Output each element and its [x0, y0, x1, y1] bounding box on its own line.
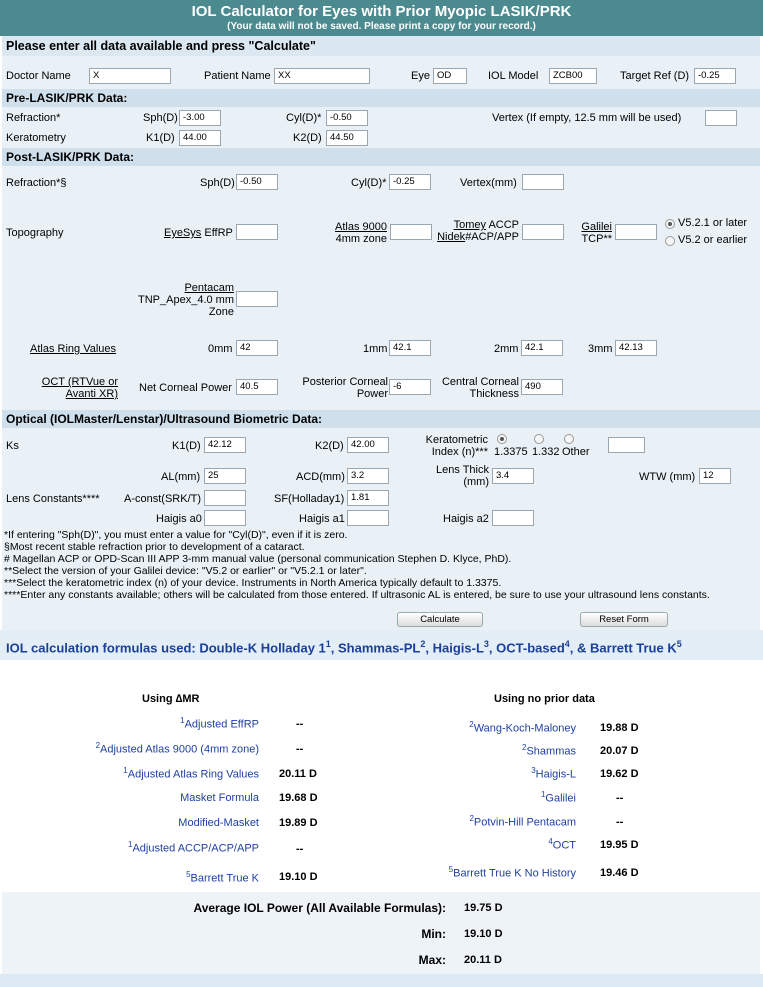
topography-label: Topography — [6, 227, 64, 239]
central-corneal-thickness-label — [436, 376, 519, 400]
wtw-label: WTW (mm) — [639, 471, 696, 483]
keratometry-label: Keratometry — [6, 132, 66, 144]
doctor-name-field[interactable]: X — [89, 68, 171, 84]
result-value: -- — [296, 843, 304, 855]
posterior-corneal-power-field[interactable]: -6 — [389, 379, 431, 395]
pre-cyl-field[interactable]: -0.50 — [326, 110, 368, 126]
pentacam-tnp-label: TNP_Apex_4.0 mm — [138, 294, 234, 306]
biometric-header: Optical (IOLMaster/Lenstar)/Ultrasound Biometric Data: — [2, 410, 760, 428]
result-value: 19.89 D — [279, 817, 318, 829]
target-ref-label: Target Ref (D) — [620, 70, 690, 82]
ki-1332-radio[interactable] — [534, 434, 544, 444]
galilei-v521-radio[interactable] — [665, 219, 675, 229]
galilei-tcp-field[interactable] — [615, 224, 657, 240]
eyesys-link[interactable]: EyeSys — [164, 227, 202, 239]
bio-k1-field[interactable]: 42.12 — [204, 437, 246, 453]
atlas-ring-values-link[interactable]: Atlas Ring Values — [30, 343, 117, 355]
max-value: 20.11 D — [464, 954, 502, 966]
result-name: $^5$Barrett True K — [186, 870, 259, 885]
result-value: -- — [616, 816, 624, 828]
ref-1: 1 — [325, 639, 331, 649]
pre-refraction-label: Refraction* — [6, 112, 61, 124]
pentacam-zone-label: Zone — [208, 306, 234, 318]
tomey-link[interactable]: Tomey — [453, 219, 486, 231]
result-value: -- — [296, 718, 304, 730]
result-name: $^2$Potvin-Hill Pentacam — [469, 814, 576, 829]
pcp-line2: Power — [356, 388, 388, 400]
result-value: 19.88 D — [600, 722, 639, 734]
net-corneal-power-label: Net Corneal Power — [139, 382, 232, 394]
reset-form-button[interactable]: Reset Form — [580, 612, 668, 627]
cct-line1: Central Corneal — [441, 376, 519, 388]
iol-model-field[interactable]: ZCB00 — [549, 68, 597, 84]
tcp-label: TCP** — [581, 233, 612, 245]
using-no-prior-header: Using no prior data — [494, 693, 595, 705]
max-label: Max: — [418, 953, 446, 967]
post-lasik-header: Post-LASIK/PRK Data: — [2, 148, 760, 166]
formulas-text: IOL calculation formulas used: Double-K Holladay 1 — [6, 640, 326, 656]
ki-other-field[interactable] — [608, 437, 645, 453]
ring-3mm-field[interactable]: 42.13 — [615, 340, 657, 356]
ring-0mm-label: 0mm — [208, 343, 233, 355]
note-line: ****Enter any constants available; others will be calculated from those entered. If ultrasonic AL is entered, be sure to use your ultrasound lens constants. — [4, 589, 710, 601]
pre-lasik-header: Pre-LASIK/PRK Data: — [2, 89, 760, 107]
haigis-a1-label: Haigis a1 — [299, 513, 345, 525]
lens-thick-label — [426, 464, 489, 488]
average-value: 19.75 D — [464, 902, 503, 914]
galilei-v521-label: V5.2.1 or later — [678, 217, 748, 229]
ref-5: 5 — [676, 639, 682, 649]
patient-label: Patient Name — [204, 70, 271, 82]
result-name: $^2$Adjusted Atlas 9000 (4mm zone) — [95, 741, 259, 756]
result-name: $^1$Galilei — [540, 790, 576, 805]
result-name: $^2$Wang-Koch-Maloney — [469, 720, 576, 735]
atlas-9000-field[interactable] — [390, 224, 432, 240]
haigis-a2-field[interactable] — [492, 510, 534, 526]
lens-thick-field[interactable]: 3.4 — [492, 468, 534, 484]
target-ref-field[interactable]: -0.25 — [694, 68, 736, 84]
galilei-v52-radio[interactable] — [665, 236, 675, 246]
pre-k1-label: K1(D) — [146, 132, 175, 144]
results-panel — [2, 660, 760, 892]
ks-label: Ks — [6, 440, 19, 452]
acp-app-label: #ACP/APP — [465, 231, 519, 243]
pre-cyl-label: Cyl(D)* — [286, 112, 322, 124]
pre-sph-label: Sph(D) — [143, 112, 178, 124]
aconst-field[interactable] — [204, 490, 246, 506]
result-value: 19.10 D — [279, 871, 318, 883]
ki-1332-label: 1.332 — [532, 446, 560, 458]
ki-other-radio[interactable] — [564, 434, 574, 444]
result-value: 20.07 D — [600, 745, 639, 757]
bio-k2-label: K2(D) — [315, 440, 344, 452]
ref-4: 4 — [564, 639, 570, 649]
result-value: 20.11 D — [279, 768, 317, 780]
min-label: Min: — [421, 927, 446, 941]
galilei-v52-label: V5.2 or earlier — [678, 234, 748, 246]
result-value: 19.62 D — [600, 768, 639, 780]
post-sph-field[interactable]: -0.50 — [236, 174, 278, 190]
haigis-a0-label: Haigis a0 — [156, 513, 202, 525]
post-sph-label: Sph(D) — [200, 177, 235, 189]
pre-k2-field[interactable]: 44.50 — [326, 130, 368, 146]
formulas-used — [0, 630, 763, 660]
post-vertex-field[interactable] — [522, 174, 564, 190]
ring-3mm-label: 3mm — [588, 343, 613, 355]
pcp-line1: Posterior Corneal — [302, 376, 388, 388]
result-name: $^5$Barrett True K No History — [448, 865, 576, 880]
page-subtitle: (Your data will not be saved. Please print a copy for your record.) — [227, 21, 536, 32]
page-header — [0, 0, 763, 36]
note-line: *If entering "Sph(D)", you must enter a value for "Cyl(D)", even if it is zero. — [4, 529, 348, 541]
acd-field[interactable]: 3.2 — [347, 468, 389, 484]
ring-1mm-field[interactable]: 42.1 — [389, 340, 431, 356]
ring-2mm-field[interactable]: 42.1 — [521, 340, 563, 356]
min-value: 19.10 D — [464, 928, 503, 940]
oct-link[interactable] — [30, 376, 118, 400]
doctor-label: Doctor Name — [6, 70, 71, 82]
posterior-corneal-power-label — [296, 376, 388, 400]
aconst-label: A-const(SRK/T) — [124, 493, 202, 505]
formulas-text: , Shammas-PL — [330, 640, 421, 656]
result-value: -- — [616, 792, 624, 804]
pre-sph-field[interactable]: -3.00 — [179, 110, 221, 126]
page-title: IOL Calculator for Eyes with Prior Myopic LASIK/PRK — [191, 3, 572, 20]
pentacam-group — [128, 282, 234, 318]
calculate-button[interactable]: Calculate — [397, 612, 483, 627]
ref-3: 3 — [483, 639, 489, 649]
result-name: Masket Formula — [180, 792, 259, 804]
atlas-group — [330, 221, 387, 245]
pentacam-link[interactable]: Pentacam — [184, 282, 234, 294]
ref-2: 2 — [420, 639, 426, 649]
galilei-link[interactable]: Galilei — [581, 221, 612, 233]
result-value: 19.46 D — [600, 867, 639, 879]
eyesys-label: EffRP — [204, 227, 233, 239]
formulas-text: , Haigis-L — [425, 640, 484, 656]
result-name: $^1$Adjusted EffRP — [180, 716, 259, 731]
formulas-text: , OCT-based — [488, 640, 565, 656]
bio-k1-label: K1(D) — [172, 440, 201, 452]
al-label: AL(mm) — [161, 471, 201, 483]
pre-k2-label: K2(D) — [293, 132, 322, 144]
result-value: 19.95 D — [600, 839, 639, 851]
intro-instruction: Please enter all data available and press "Calculate" — [2, 36, 760, 56]
note-line: ***Select the keratometric index (n) of your device. Instruments in North America typically default to 1.3375. — [4, 577, 502, 589]
post-cyl-label: Cyl(D)* — [351, 177, 387, 189]
lens-constants-label: Lens Constants**** — [6, 493, 100, 505]
eyesys-group — [164, 227, 233, 239]
ki-line1: Keratometric — [425, 434, 488, 446]
atlas-4mm-label: 4mm zone — [335, 233, 387, 245]
ki-line2: Index (n)*** — [431, 446, 488, 458]
pre-vertex-label: Vertex (If empty, 12.5 mm will be used) — [492, 112, 682, 124]
pre-vertex-field[interactable] — [705, 110, 737, 126]
al-field[interactable]: 25 — [204, 468, 246, 484]
note-line: **Select the version of your Galilei device: "V5.2 or earlier" or "V5.2.1 or later". — [4, 565, 367, 577]
bottom-strip — [0, 974, 763, 987]
bio-k2-field[interactable]: 42.00 — [347, 437, 389, 453]
ki-13375-label: 1.3375 — [494, 446, 528, 458]
formulas-text: , & Barrett True K — [569, 640, 677, 656]
result-name: $^2$Shammas — [522, 743, 576, 758]
haigis-a1-field[interactable] — [347, 510, 389, 526]
central-corneal-thickness-field[interactable]: 490 — [521, 379, 563, 395]
atlas-9000-link[interactable]: Atlas 9000 — [335, 221, 387, 233]
lt-line1: Lens Thick — [436, 464, 489, 476]
result-value: -- — [296, 743, 304, 755]
post-refraction-label: Refraction*§ — [6, 177, 67, 189]
result-name: $^1$Adjusted Atlas Ring Values — [123, 766, 259, 781]
sf-field[interactable]: 1.81 — [347, 490, 389, 506]
lt-line2: (mm) — [463, 476, 489, 488]
oct-link-line1[interactable]: OCT (RTVue or — [41, 376, 118, 388]
pre-k1-field[interactable]: 44.00 — [179, 130, 221, 146]
using-dmr-header: Using ∆MR — [142, 693, 200, 705]
accp-field[interactable] — [522, 224, 564, 240]
result-name: Modified-Masket — [178, 817, 259, 829]
eyesys-field[interactable] — [236, 224, 278, 240]
result-name: $^1$Adjusted ACCP/ACP/APP — [127, 840, 259, 855]
post-vertex-label: Vertex(mm) — [460, 177, 517, 189]
wtw-field[interactable]: 12 — [699, 468, 731, 484]
iol-model-label: IOL Model — [488, 70, 539, 82]
galilei-group — [572, 221, 612, 245]
cct-line2: Thickness — [469, 388, 519, 400]
note-line: §Most recent stable refraction prior to development of a cataract. — [4, 541, 305, 553]
net-corneal-power-field[interactable]: 40.5 — [236, 379, 278, 395]
accp-label: ACCP — [488, 219, 519, 231]
result-name: $^3$Haigis-L — [531, 766, 576, 781]
ring-2mm-label: 2mm — [494, 343, 519, 355]
eye-field[interactable]: OD — [433, 68, 467, 84]
acd-label: ACD(mm) — [296, 471, 345, 483]
result-value: 19.68 D — [279, 792, 318, 804]
nidek-link[interactable]: Nidek — [437, 231, 466, 243]
result-name: $^4$OCT — [548, 837, 576, 852]
oct-link-line2[interactable]: Avanti XR) — [65, 388, 118, 400]
ring-1mm-label: 1mm — [363, 343, 388, 355]
average-label: Average IOL Power (All Available Formulas): — [193, 901, 446, 915]
pentacam-field[interactable] — [236, 291, 278, 307]
keratometric-index-label — [418, 434, 488, 458]
ring-0mm-field[interactable]: 42 — [236, 340, 278, 356]
post-cyl-field[interactable]: -0.25 — [389, 174, 431, 190]
patient-name-field[interactable]: XX — [274, 68, 370, 84]
sf-label: SF(Holladay1) — [274, 493, 345, 505]
eye-label: Eye — [411, 70, 430, 82]
haigis-a0-field[interactable] — [204, 510, 246, 526]
note-line: # Magellan ACP or OPD-Scan III APP 3-mm manual value (personal communication Stephen D. Klyce, PhD). — [4, 553, 512, 565]
ki-13375-radio[interactable] — [497, 434, 507, 444]
haigis-a2-label: Haigis a2 — [443, 513, 489, 525]
accp-group — [430, 219, 519, 243]
ki-other-label: Other — [562, 446, 590, 458]
